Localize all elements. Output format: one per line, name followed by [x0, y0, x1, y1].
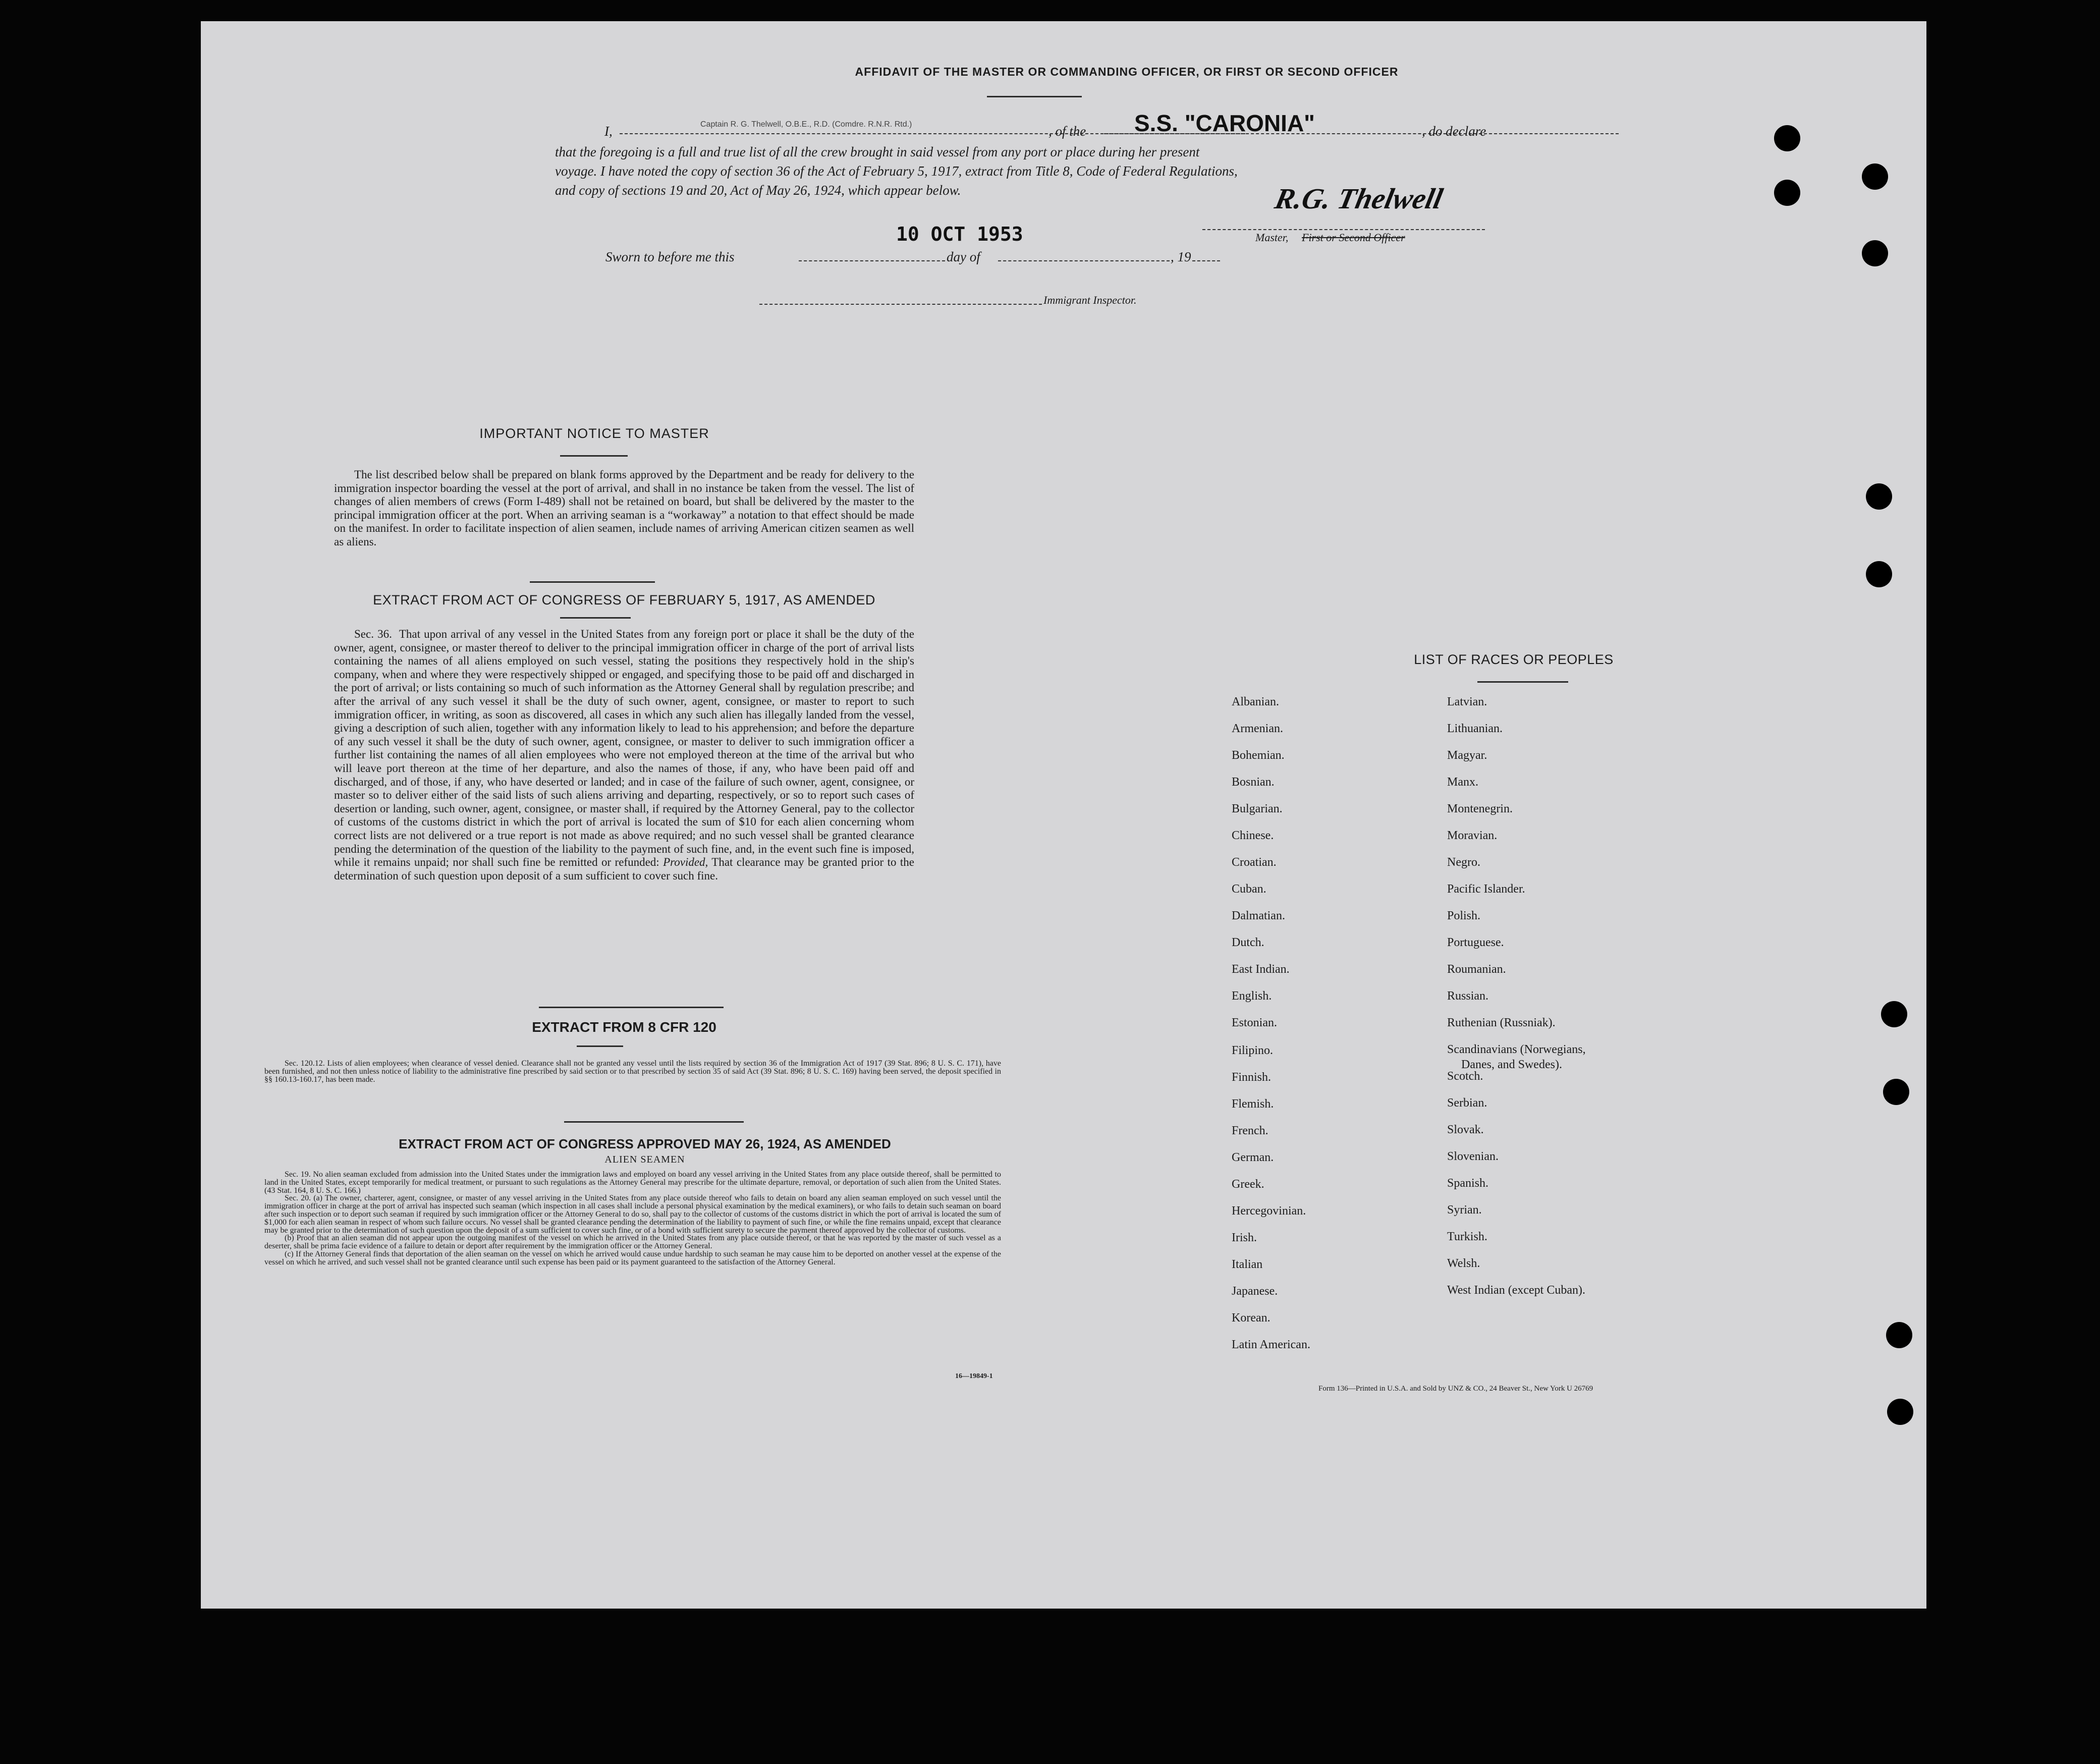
race-item: Montenegrin. — [1447, 802, 1513, 815]
race-item: Scandinavians (Norwegians, — [1447, 1043, 1586, 1056]
race-item: Italian — [1232, 1258, 1263, 1271]
declaration-line-1: that the foregoing is a full and true list of all the crew brought in said vessel from any port or place during her present — [555, 144, 1200, 159]
race-item: Pacific Islander. — [1447, 883, 1525, 896]
race-item: Bohemian. — [1232, 749, 1285, 762]
section-36-label: Sec. 36. — [354, 628, 392, 640]
master-label: Master, — [1255, 231, 1289, 244]
notice-divider — [560, 455, 628, 457]
document-page — [201, 21, 1926, 1609]
race-item: Estonian. — [1232, 1016, 1277, 1029]
cfr-top-divider — [539, 1007, 724, 1008]
inspector-line — [759, 304, 1042, 305]
race-item: Cuban. — [1232, 883, 1266, 896]
race-item: Albanian. — [1232, 695, 1279, 708]
race-item: Manx. — [1447, 776, 1478, 789]
race-item: West Indian (except Cuban). — [1447, 1284, 1585, 1297]
races-title: LIST OF RACES OR PEOPLES — [1414, 652, 1614, 667]
extract1924-subtitle: ALIEN SEAMEN — [604, 1154, 685, 1165]
form-code: 16—19849-1 — [955, 1372, 993, 1380]
race-item: Danes, and Swedes). — [1461, 1058, 1562, 1071]
race-item: Flemish. — [1232, 1097, 1274, 1111]
day-of-label: day of — [947, 249, 980, 264]
sworn-label: Sworn to before me this — [605, 249, 735, 264]
struck-officer-label: First or Second Officer — [1302, 231, 1405, 244]
master-signature: R.G. Thelwell — [1272, 182, 1446, 215]
cfr-divider — [577, 1045, 623, 1047]
i-label: I, — [604, 124, 613, 139]
printer-note: Form 136—Printed in U.S.A. and Sold by UNZ & CO., 24 Beaver St., New York U 26769 — [1318, 1385, 1593, 1393]
race-item: Polish. — [1447, 909, 1481, 922]
race-item: Greek. — [1232, 1178, 1264, 1191]
race-item: Croatian. — [1232, 856, 1277, 869]
race-item: Scotch. — [1447, 1070, 1483, 1083]
extract1917-title: EXTRACT FROM ACT OF CONGRESS OF FEBRUARY 5, 1917, AS AMENDED — [373, 592, 875, 608]
race-item: Bosnian. — [1232, 776, 1275, 789]
sworn-month-line — [998, 260, 1170, 261]
race-item: East Indian. — [1232, 963, 1290, 976]
race-item: Moravian. — [1447, 829, 1498, 842]
binder-hole — [1866, 561, 1892, 587]
race-item: Hercegovinian. — [1232, 1204, 1306, 1218]
race-item: Japanese. — [1232, 1285, 1278, 1298]
binder-hole — [1866, 483, 1892, 510]
race-item: Magyar. — [1447, 749, 1487, 762]
cfr-title: EXTRACT FROM 8 CFR 120 — [532, 1019, 716, 1035]
sworn-day-line — [799, 260, 945, 261]
race-item: Bulgarian. — [1232, 802, 1283, 815]
race-item: Negro. — [1447, 856, 1480, 869]
binder-hole — [1886, 1322, 1912, 1348]
race-item: German. — [1232, 1151, 1274, 1164]
race-item: English. — [1232, 989, 1272, 1003]
heading-divider — [987, 96, 1082, 97]
do-declare-label: , do declare — [1422, 124, 1486, 139]
extract1924-title: EXTRACT FROM ACT OF CONGRESS APPROVED MAY 26, 1924, AS AMENDED — [399, 1136, 891, 1151]
race-item: Latvian. — [1447, 695, 1487, 708]
binder-hole — [1881, 1001, 1907, 1027]
year-label: , 19 — [1171, 249, 1191, 264]
race-item: Ruthenian (Russniak). — [1447, 1016, 1556, 1029]
date-stamp: 10 OCT 1953 — [896, 223, 1023, 245]
inspector-label: Immigrant Inspector. — [1043, 294, 1137, 306]
race-item: Dutch. — [1232, 936, 1264, 949]
section-20a-text: Sec. 20. (a) The owner, charterer, agent, consignee, or master of any vessel arriving in the United States from any place outside thereof who fails to detain on board any alien seaman employed on such vessel until the immigration officer in charge at the port of arrival has inspected such seaman (which inspection in all cases shall include a personal physical examination by the medical examiners), or who fails to detain such seaman on board after such inspection or to deport such seaman if required by such immigration officer or the Attorney General to do so, shall pay to the collector of customs of the customs district in which the port of arrival is located the sum of $1,000 for each alien seaman in respect of whom such failure occurs. No vessel shall be granted clearance pending the determination of the liability to payment of such fine, or while the fine remains unpaid, except that clearance may be granted prior to the determination of such question upon the deposit of a sum sufficient to cover such fine, or of a bond with sufficient surety to secure the payment thereof approved by the collector of customs. — [264, 1194, 1001, 1235]
affidavit-heading: AFFIDAVIT OF THE MASTER OR COMMANDING OFFICER, OR FIRST OR SECOND OFFICER — [855, 65, 1399, 78]
race-item: French. — [1232, 1124, 1268, 1137]
race-item: Welsh. — [1447, 1257, 1480, 1270]
race-item: Slovenian. — [1447, 1150, 1499, 1163]
race-item: Russian. — [1447, 989, 1489, 1003]
extract1924-top-divider — [564, 1121, 744, 1123]
section-36-proviso: That clearance may be granted prior to the determination of such question upon deposit of a sum sufficient to cover such fine. — [334, 856, 914, 882]
race-item: Roumanian. — [1447, 963, 1506, 976]
race-item: Latin American. — [1232, 1338, 1310, 1351]
section-36-text: That upon arrival of any vessel in the United States from any foreign port or place it shall be the duty of the owner, agent, consignee, or master thereof to deliver to the principal immigration officer in charge of the port of arrival lists containing the names of all aliens employed on such vessel, stating the positions they respectively hold in the ship's company, when and where they were respectively shipped or engaged, and specifying those to be paid off and discharged in the port of arrival; or lists containing so much of such information as the Attorney General shall by regulation prescribe; and after the arrival of any such vessel it shall be the duty of such owner, agent, consignee, or master to report to such immigration officer, in writing, as soon as discovered, all cases in which any such alien has illegally landed from the vessel, giving a description of such alien, together with any information likely to lead to his apprehension; and before the departure of any such vessel it shall be the duty of such owner, agent, consignee, or master to deliver to such immigration officer a further list containing the names of all alien employees who were not employed thereon at the time of the arrival but who will leave port thereon at the time of her departure, and also the names of those, if any, who have been paid off and discharged, and of those, if any, who have deserted or landed; and in case of the failure of such owner, agent, consignee, or master so to deliver either of the said lists of such aliens arriving and departing, respectively, or so to report such cases of desertion or landing, such owner, agent, consignee, or master shall, if required by the Attorney General, pay to the collector of customs of the customs district in which the port of arrival is located the sum of $10 for each alien concerning whom correct lists are not delivered or a true report is not made as above required; and no such vessel shall be granted clearance pending the determination of the question of the liability to the payment of such fine, and, in the event such fine is imposed, while it remains unpaid; nor shall such fine be remitted or refunded: — [334, 628, 914, 869]
race-item: Finnish. — [1232, 1071, 1272, 1084]
declaration-line-2: voyage. I have noted the copy of section 36 of the Act of February 5, 1917, extract from Title 8, Code of Federal Regulations, — [555, 163, 1238, 179]
notice-body: The list described below shall be prepared on blank forms approved by the Department and be ready for delivery to the immigration inspector boarding the vessel at the port of arrival, and shall in no instance be taken from the vessel. The list of changes of alien members of crews (Form I-489) shall not be retained on board, but shall be delivered by the master to the principal immigration officer at the port. When an arriving seaman is a “workaway” a notation to that effect should be made on the manifest. In order to facilitate inspection of alien seamen, include names of arriving American citizen seamen as well as aliens. — [334, 468, 914, 548]
vessel-name: S.S. "CARONIA" — [1134, 110, 1315, 136]
declaration-line-3: and copy of sections 19 and 20, Act of May 26, 1924, which appear below. — [555, 183, 961, 198]
master-name: Captain R. G. Thelwell, O.B.E., R.D. (Comdre. R.N.R. Rtd.) — [700, 120, 912, 129]
section-20b-text: (b) Proof that an alien seaman did not appear upon the outgoing manifest of the vessel on which he arrived in the United States from any place outside thereof, or that he was reported by the master of such vessel as a deserter, shall be prima facie evidence of a failure to detain or deport after requirement by the immigration officer or the Attorney General. — [264, 1234, 1001, 1251]
race-item: Syrian. — [1447, 1203, 1482, 1217]
binder-hole — [1887, 1399, 1913, 1425]
signature-line — [1202, 229, 1485, 230]
race-item: Portuguese. — [1447, 936, 1504, 949]
race-item: Armenian. — [1232, 722, 1283, 735]
section-19-text: Sec. 19. No alien seaman excluded from admission into the United States under the immigration laws and employed on board any vessel arriving in the United States from any place outside thereof, shall be permitted to land in the United States, except temporarily for medical treatment, or pursuant to such regulations as the Attorney General may prescribe for the ultimate departure, removal, or deportation of such alien from the United States. (43 Stat. 164, 8 U. S. C. 166.) — [264, 1170, 1001, 1195]
section-20c-text: (c) If the Attorney General finds that deportation of the alien seaman on the vessel on which he arrived would cause undue hardship to such seaman he may cause him to be deported on another vessel at the expense of the vessel on which he arrived, and such vessel shall not be granted clearance until such expense has been paid or its payment guaranteed to the satisfaction of the Attorney General. — [264, 1249, 1001, 1266]
extract1917-body — [334, 628, 914, 883]
extract1917-top-divider — [530, 581, 655, 583]
of-the-label: , of the — [1048, 124, 1086, 139]
notice-title: IMPORTANT NOTICE TO MASTER — [479, 426, 709, 441]
binder-hole — [1862, 240, 1888, 266]
sworn-year-line — [1192, 260, 1220, 261]
extract1917-divider — [560, 617, 631, 619]
race-item: Turkish. — [1447, 1230, 1487, 1243]
binder-hole — [1774, 125, 1800, 151]
race-item: Filipino. — [1232, 1044, 1274, 1057]
provided-label: Provided, — [663, 856, 708, 869]
race-item: Serbian. — [1447, 1096, 1487, 1110]
binder-hole — [1883, 1079, 1909, 1105]
cfr-body: Sec. 120.12. Lists of alien employees; when clearance of vessel denied. Clearance shall not be granted any vessel until the lists required by section 36 of the Immigration Act of 1917 (39 Stat. 896; 8 U. S. C. 171), have been furnished, and not then unless notice of liability to the administrative fine prescribed by said section or to that prescribed by section 35 of said Act (39 Stat. 896; 8 U. S. C. 169) having been served, the deposit specified in §§ 160.13-160.17, has been made. — [264, 1059, 1001, 1084]
extract1924-body — [264, 1171, 1001, 1266]
races-divider — [1477, 681, 1568, 683]
race-item: Lithuanian. — [1447, 722, 1503, 735]
binder-hole — [1774, 180, 1800, 206]
binder-hole — [1862, 163, 1888, 190]
race-item: Korean. — [1232, 1311, 1270, 1325]
race-item: Spanish. — [1447, 1177, 1489, 1190]
race-item: Dalmatian. — [1232, 909, 1285, 922]
race-item: Irish. — [1232, 1231, 1257, 1244]
race-item: Chinese. — [1232, 829, 1274, 842]
race-item: Slovak. — [1447, 1123, 1484, 1136]
